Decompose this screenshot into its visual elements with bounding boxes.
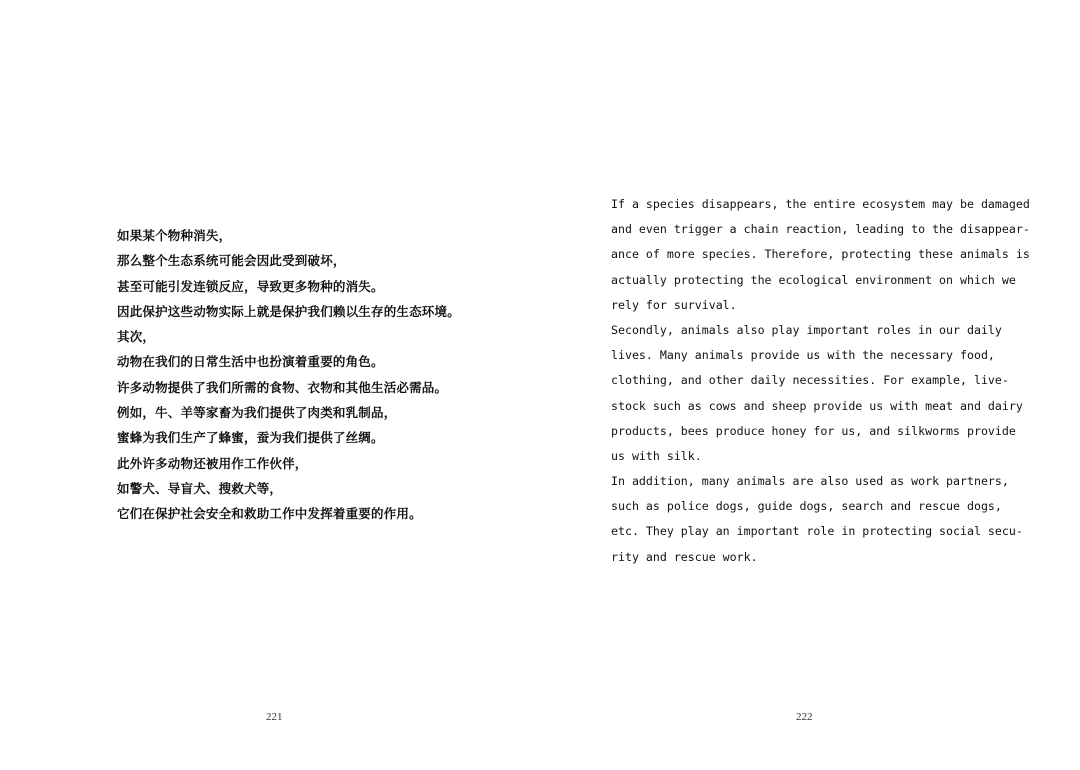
english-text-block — [611, 192, 1030, 570]
english-text-line: and even trigger a chain reaction, leading to the disappear- — [611, 222, 1030, 237]
chinese-text-line: 许多动物提供了我们所需的食物、衣物和其他生活必需品。 — [117, 379, 448, 395]
chinese-text-block — [117, 223, 517, 527]
english-text-line: stock such as cows and sheep provide us with meat and dairy — [611, 398, 1023, 413]
chinese-text-line: 如果某个物种消失， — [117, 228, 232, 243]
english-text-line: In addition, many animals are also used as work partners, — [611, 474, 1009, 489]
english-text-line: rity and rescue work. — [611, 549, 758, 564]
page-number: 221 — [266, 711, 283, 723]
chinese-text-line: 其次， — [117, 329, 156, 345]
chinese-text-line: 因此保护这些动物实际上就是保护我们赖以生存的生态环境。 — [117, 303, 460, 319]
chinese-text-line: 此外许多动物还被用作工作伙伴， — [117, 455, 308, 471]
english-text-line: ance of more species. Therefore, protecting these animals is — [611, 247, 1030, 262]
english-text-line: products, bees produce honey for us, and silkworms provide — [611, 423, 1016, 438]
english-text-line: such as police dogs, guide dogs, search and rescue dogs, — [611, 499, 1002, 514]
chinese-text-line: 甚至可能引发连锁反应，导致更多物种的消失。 — [117, 278, 384, 294]
chinese-text-line: 蜜蜂为我们生产了蜂蜜，蚕为我们提供了丝绸。 — [117, 430, 384, 446]
chinese-text-line: 例如，牛、羊等家畜为我们提供了肉类和乳制品， — [117, 405, 397, 421]
english-text-line: If a species disappears, the entire ecosystem may be damaged — [611, 197, 1030, 211]
english-text-line: actually protecting the ecological environment on which we — [611, 272, 1016, 287]
right-page — [540, 0, 1080, 770]
english-text-line: lives. Many animals provide us with the necessary food, — [611, 348, 995, 363]
page-number: 222 — [796, 711, 813, 723]
chinese-text-line: 如警犬、导盲犬、搜救犬等， — [117, 480, 283, 496]
english-text-line: us with silk. — [611, 448, 702, 463]
english-text-line: clothing, and other daily necessities. For example, live- — [611, 373, 1009, 388]
english-text-line: Secondly, animals also play important roles in our daily — [611, 322, 1002, 337]
chinese-text-line: 那么整个生态系统可能会因此受到破坏， — [117, 253, 346, 269]
english-text-line: etc. They play an important role in protecting social secu- — [611, 524, 1023, 539]
chinese-text-line: 动物在我们的日常生活中也扮演着重要的角色。 — [117, 354, 384, 370]
chinese-text-line: 它们在保护社会安全和救助工作中发挥着重要的作用。 — [117, 506, 422, 522]
english-text-line: rely for survival. — [611, 297, 737, 312]
